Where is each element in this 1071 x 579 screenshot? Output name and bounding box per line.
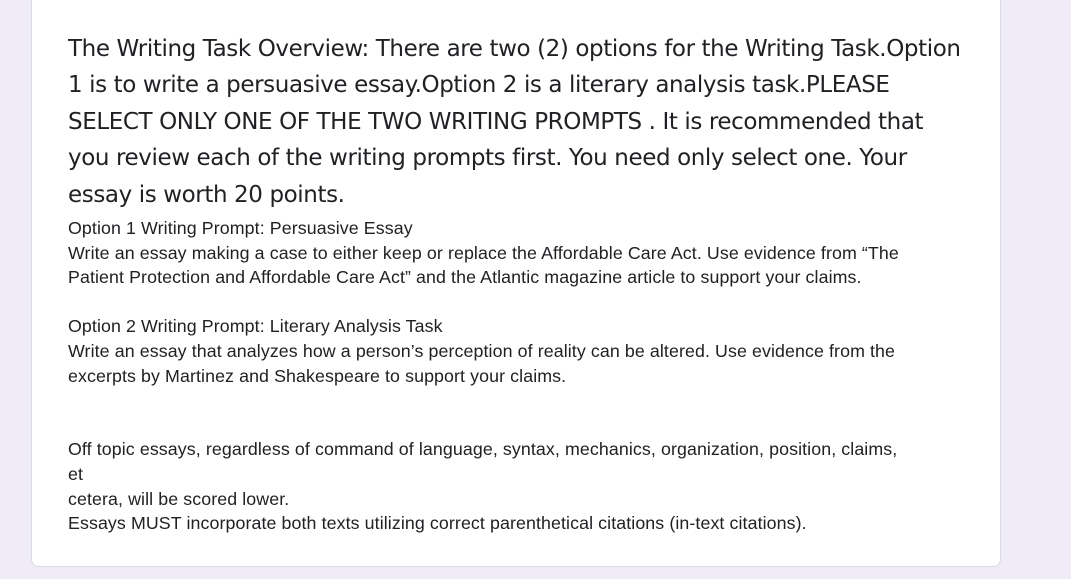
description-line: Option 1 Writing Prompt: Persuasive Essay — [68, 218, 413, 239]
description-line: Off topic essays, regardless of command of language, syntax, mechanics, organization, position, claims, — [68, 439, 898, 460]
description-line: excerpts by Martinez and Shakespeare to support your claims. — [68, 365, 567, 386]
description-line: cetera, will be scored lower. — [68, 488, 290, 509]
description-line: Option 2 Writing Prompt: Literary Analysis Task — [68, 316, 443, 337]
description-blank-line — [68, 290, 968, 315]
description-line: Patient Protection and Affordable Care Act” and the Atlantic magazine article to support your claims. — [68, 267, 862, 288]
description-line: Write an essay that analyzes how a person’s perception of reality can be altered. Use evidence from the — [68, 341, 896, 361]
description-line: et — [68, 463, 84, 484]
section-title: The Writing Task Overview: There are two (2) options for the Writing Task.Option 1 is to write a persuasive essay.Option 2 is a literary analysis task.PLEASE SELECT ONLY ONE OF THE TWO WRITING PROMPTS . It is recommended that you review each of the writing prompts first. You need only select one. Your essay is worth 20 points. — [68, 36, 961, 208]
description-blank-line — [68, 413, 968, 438]
description-line: Write an essay making a case to either keep or replace the Affordable Care Act. Use evidence from “The — [68, 242, 899, 263]
section-description — [68, 216, 968, 536]
form-section-card — [31, 0, 1001, 567]
description-blank-line — [68, 388, 968, 413]
description-line: Essays MUST incorporate both texts utilizing correct parenthetical citations (in-text citations). — [68, 513, 807, 534]
section-content — [68, 31, 968, 536]
